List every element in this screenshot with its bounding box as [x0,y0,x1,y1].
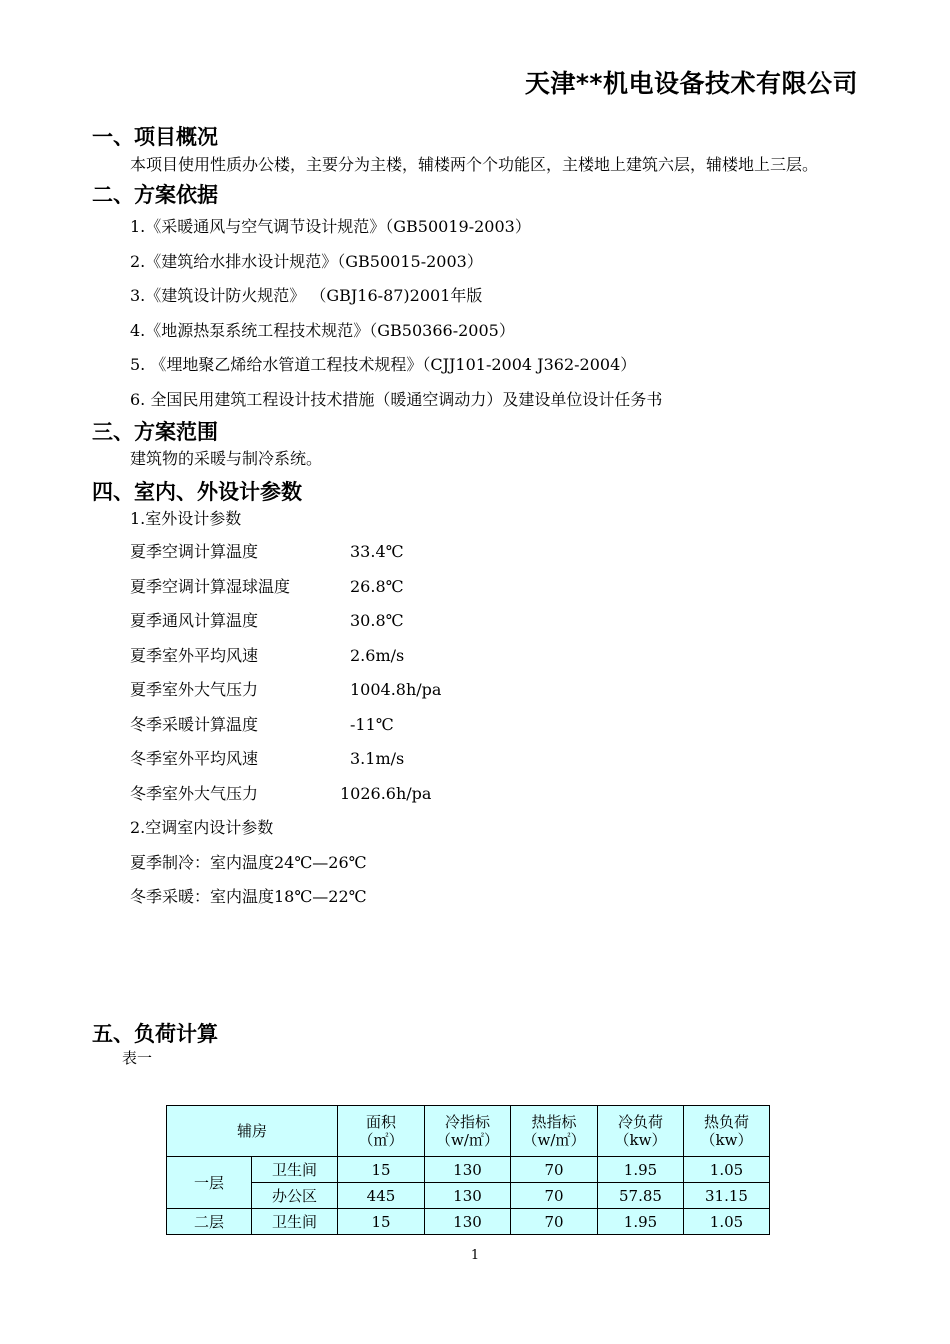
value-cell: 70 [511,1183,598,1209]
header-building: 辅房 [167,1106,338,1157]
indoor-param: 夏季制冷：室内温度24℃—26℃ [130,852,367,872]
header-label: 热负荷 [703,1113,749,1131]
param-name: 夏季通风计算温度 [130,611,259,630]
page-number: 1 [470,1248,480,1263]
value-cell: 57.85 [598,1183,684,1209]
value-cell: 1.05 [684,1209,770,1235]
value-cell: 445 [338,1183,425,1209]
section-2-title: 二、方案依据 [92,183,218,207]
param-row [92,673,862,708]
section-1-title: 一、项目概况 [92,125,218,149]
value-cell: 130 [425,1157,511,1183]
param-row [92,742,862,777]
header-heating-index [511,1106,598,1157]
value-cell: 15 [338,1209,425,1235]
param-name: 夏季室外平均风速 [130,645,259,665]
param-name: 夏季空调计算温度 [130,542,259,561]
header-heating-load [684,1106,770,1157]
header-unit: （kw） [700,1131,753,1149]
param-value: 1004.8h/pa [350,680,442,699]
value-cell: 130 [425,1209,511,1235]
param-name: 夏季空调计算湿球温度 [130,576,291,596]
param-value: 33.4℃ [350,542,404,561]
param-name: 冬季室外平均风速 [130,749,259,768]
param-value: 2.6m/s [350,645,405,665]
value-cell: 70 [511,1209,598,1235]
basis-item: 3.《建筑设计防火规范》 （GBJ16-87)2001年版 [130,286,483,305]
table-row [167,1209,770,1235]
table-row [167,1157,770,1183]
param-value: 1026.6h/pa [340,783,432,803]
value-cell: 31.15 [684,1183,770,1209]
header-unit: （w/㎡） [522,1131,586,1149]
basis-item: 1.《采暖通风与空气调节设计规范》（GB50019-2003） [130,217,531,236]
basis-item: 5. 《埋地聚乙烯给水管道工程技术规程》（CJJ101-2004 J362-2004） [130,355,637,374]
table-row [167,1183,770,1209]
table-header-row [167,1106,770,1157]
header-unit: （kw） [614,1131,667,1149]
value-cell: 70 [511,1157,598,1183]
header-label: 热指标 [531,1113,577,1131]
header-label: 冷指标 [444,1113,490,1131]
param-value: 3.1m/s [350,749,405,768]
basis-item: 2.《建筑给水排水设计规范》（GB50015-2003） [130,251,483,271]
param-row [92,535,862,570]
table-caption: 表一 [122,1048,153,1067]
outdoor-params [92,535,862,811]
param-value: 26.8℃ [350,576,404,596]
header-area [338,1106,425,1157]
section-5-title: 五、负荷计算 [92,1021,218,1046]
value-cell: 1.95 [598,1157,684,1183]
header-cooling-index [425,1106,511,1157]
param-row [92,570,862,605]
basis-list [92,210,862,417]
param-row [92,604,862,639]
document-body [92,122,862,1069]
value-cell: 15 [338,1157,425,1183]
room-cell: 办公区 [252,1183,338,1209]
floor-cell: 二层 [167,1209,252,1235]
outdoor-params-title: 1.室外设计参数 [130,509,242,528]
header-unit: （w/㎡） [436,1131,499,1149]
basis-item: 6. 全国民用建筑工程设计技术措施（暖通空调动力）及建设单位设计任务书 [130,389,663,409]
indoor-param: 冬季采暖：室内温度18℃—22℃ [130,887,367,906]
load-table [166,1105,770,1235]
floor-cell: 一层 [167,1157,252,1209]
header-unit: （㎡） [358,1131,404,1149]
value-cell: 1.95 [598,1209,684,1235]
value-cell: 1.05 [684,1157,770,1183]
param-row [92,639,862,674]
param-name: 冬季室外大气压力 [130,783,259,803]
company-name: 天津**机电设备技术有限公司 [524,69,858,98]
param-value: 30.8℃ [350,611,404,630]
param-row [92,777,862,812]
basis-item: 4.《地源热泵系统工程技术规范》（GB50366-2005） [130,320,515,340]
header-cooling-load [598,1106,684,1157]
section-1-body: 本项目使用性质办公楼，主要分为主楼，辅楼两个个功能区，主楼地上建筑六层，辅楼地上三层。 [130,155,819,174]
indoor-params-title: 2.空调室内设计参数 [130,818,274,837]
param-value: -11℃ [350,714,394,734]
param-row [92,708,862,743]
value-cell: 130 [425,1183,511,1209]
room-cell: 卫生间 [252,1157,338,1183]
param-name: 夏季室外大气压力 [130,680,259,699]
section-3-body: 建筑物的采暖与制冷系统。 [130,449,323,468]
param-name: 冬季采暖计算温度 [130,714,259,734]
section-3-title: 三、方案范围 [92,420,218,444]
room-cell: 卫生间 [252,1209,338,1235]
header-label: 冷负荷 [617,1113,663,1131]
header-label: 面积 [365,1113,396,1131]
section-4-title: 四、室内、外设计参数 [92,480,302,504]
